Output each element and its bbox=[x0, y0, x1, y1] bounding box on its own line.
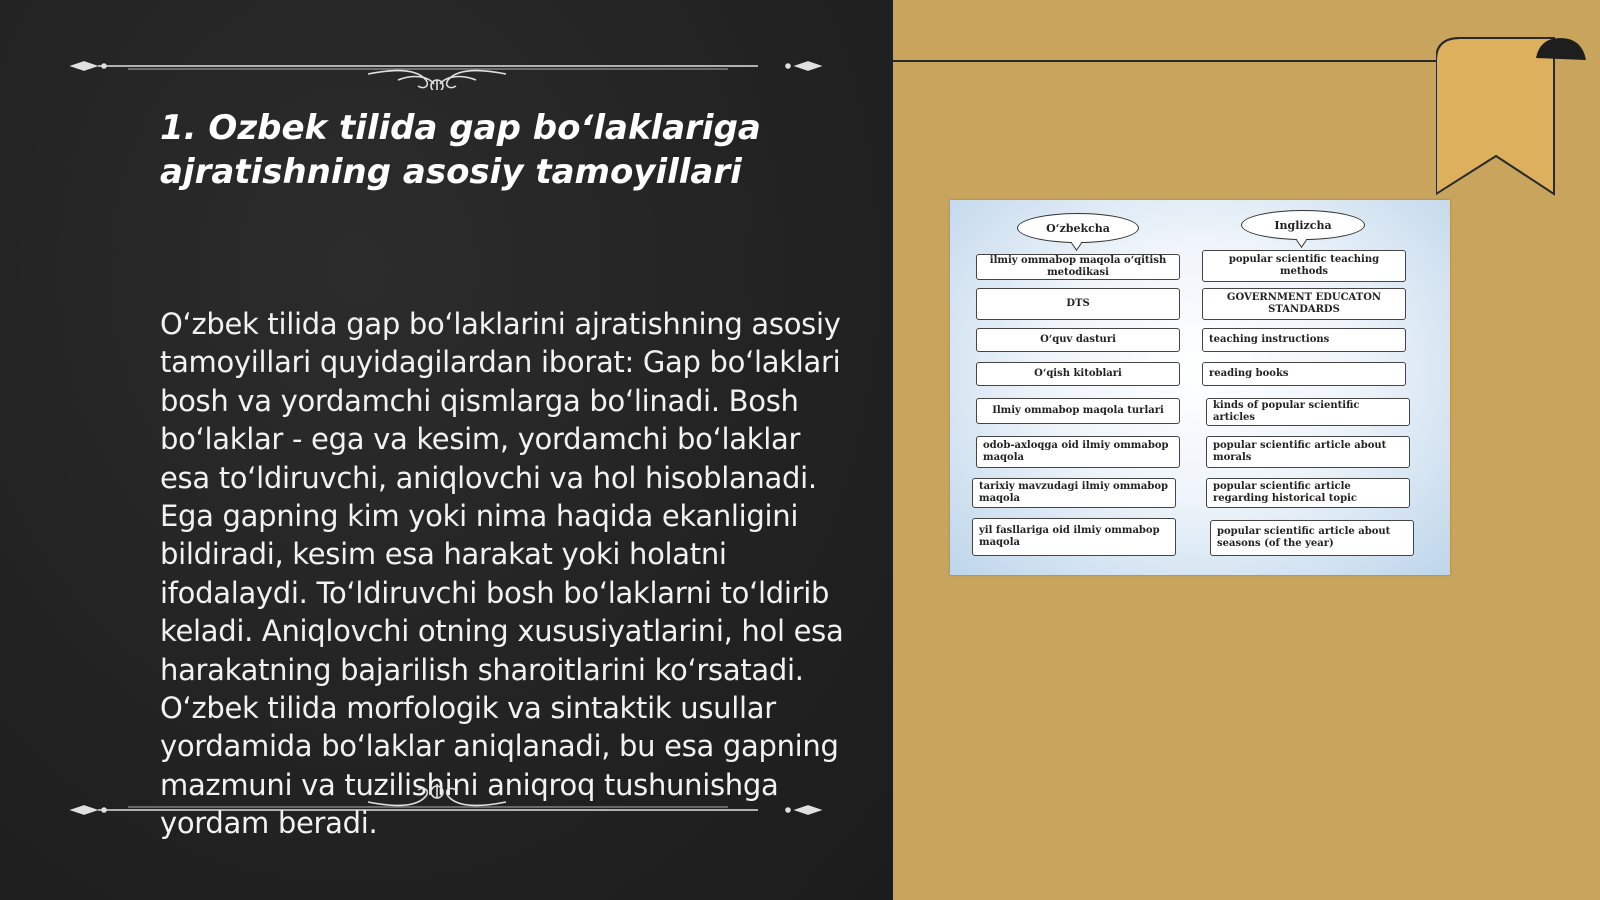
english-header-bubble: Inglizcha bbox=[1241, 210, 1365, 240]
top-ornament-divider bbox=[68, 40, 824, 90]
slide-body-text: O‘zbek tilida gap bo‘laklarini ajratishning asosiy tamoyillari quyidagilardan iborat: Gap bo‘laklari bosh va yordamchi qismlarga bo‘linadi. Bosh bo‘laklar - ega va kesim, yordamchi bo‘laklar esa to‘ldiruvchi, aniqlovchi va hol hisoblanadi. Ega gapning kim yoki nima haqida ekanligini bildiradi, kesim esa harakat yoki holatni ifodalaydi. To‘ldiruvchi bosh bo‘laklarni to‘ldirib keladi. Aniqlovchi otning xususiyatlarini, hol esa harakatning bajarilish sharoitlarini ko‘rsatadi. O‘zbek tilida morfologik va sintaktik usullar yordamida bo‘laklar aniqlanadi, bu esa gapning mazmuni va tuzilishini aniqroq tushunishga yordam beradi. bbox=[160, 307, 844, 841]
english-term-box: GOVERNMENT EDUCATON STANDARDS bbox=[1202, 288, 1406, 320]
bottom-ornament-divider bbox=[68, 784, 824, 834]
uzbek-term-box: O‘quv dasturi bbox=[976, 328, 1180, 352]
english-term-box: popular scientific article about morals bbox=[1206, 436, 1410, 468]
english-term-box: popular scientific article about seasons (of the year) bbox=[1210, 520, 1414, 556]
english-term-box: popular scientific teaching methods bbox=[1202, 250, 1406, 282]
uzbek-term-box: tarixiy mavzudagi ilmiy ommabop maqola bbox=[972, 478, 1176, 508]
horizontal-rule bbox=[893, 60, 1437, 62]
translation-diagram-image bbox=[950, 200, 1450, 575]
uzbek-term-box: Ilmiy ommabop maqola turlari bbox=[976, 398, 1180, 424]
uzbek-term-box: DTS bbox=[976, 288, 1180, 320]
uzbek-term-box: ilmiy ommabop maqola o‘qitish metodikasi bbox=[976, 254, 1180, 280]
uzbek-term-box: odob-axloqga oid ilmiy ommabop maqola bbox=[976, 436, 1180, 468]
english-term-box: kinds of popular scientific articles bbox=[1206, 398, 1410, 426]
uzbek-header-bubble: O‘zbekcha bbox=[1017, 213, 1139, 243]
english-term-box: teaching instructions bbox=[1202, 328, 1406, 352]
english-term-box: popular scientific article regarding historical topic bbox=[1206, 478, 1410, 508]
english-term-box: reading books bbox=[1202, 362, 1406, 386]
uzbek-term-box: O‘qish kitoblari bbox=[976, 362, 1180, 386]
uzbek-term-box: yil fasllariga oid ilmiy ommabop maqola bbox=[972, 518, 1176, 556]
bookmark-ribbon-icon bbox=[1436, 34, 1586, 200]
slide-title: 1. Ozbek tilida gap bo‘laklariga ajratishning asosiy tamoyillari bbox=[160, 108, 761, 192]
